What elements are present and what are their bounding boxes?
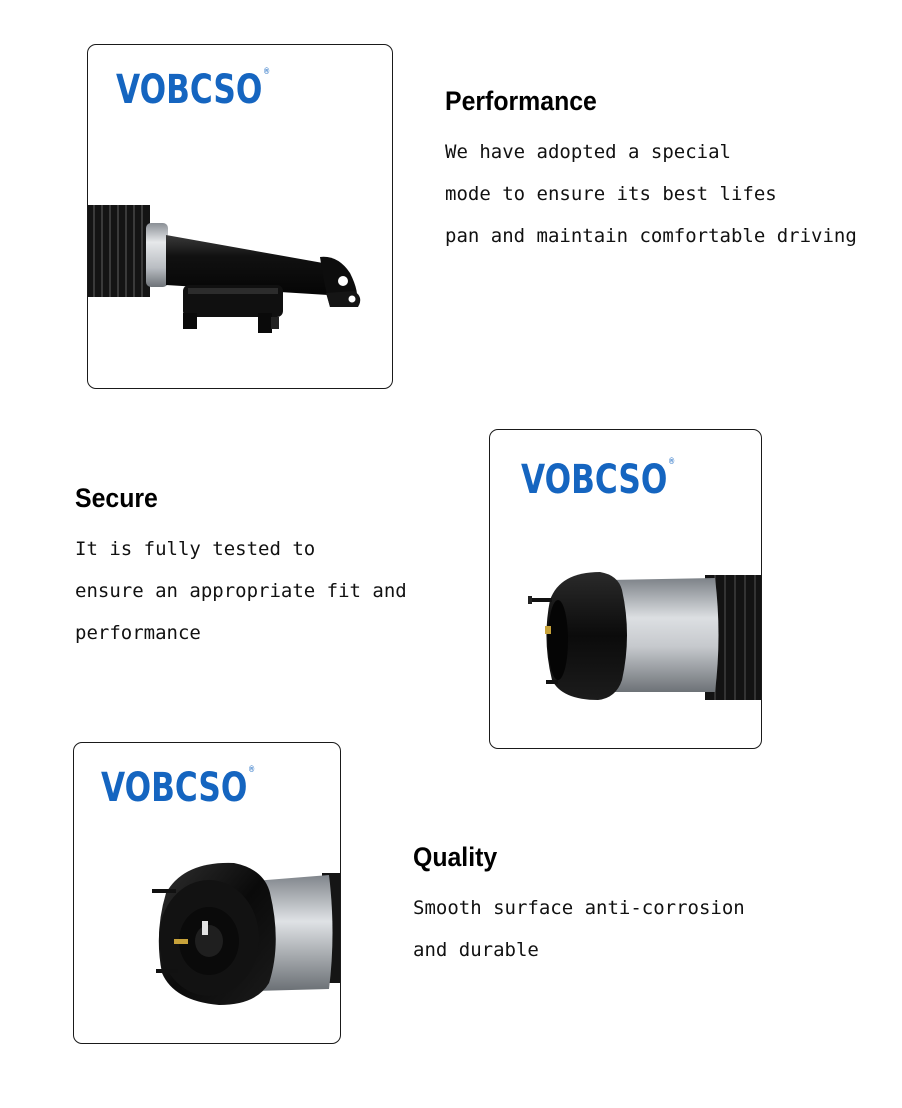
brand-logo-text: VOBCSO xyxy=(521,457,668,503)
section-text-secure xyxy=(75,528,407,654)
section-heading-performance: Performance xyxy=(445,86,597,116)
registered-trademark: ® xyxy=(263,67,271,77)
text-line: It is fully tested to xyxy=(75,538,316,560)
text-line: ensure an appropriate fit and xyxy=(75,580,407,602)
text-line: and durable xyxy=(413,939,539,961)
section-text-performance xyxy=(445,131,857,257)
brand-logo-text: VOBCSO xyxy=(116,67,263,113)
registered-trademark: ® xyxy=(668,457,676,467)
brand-logo xyxy=(521,457,676,503)
text-line: Smooth surface anti-corrosion xyxy=(413,897,745,919)
text-line: pan and maintain comfortable driving xyxy=(445,225,857,247)
product-image-card-secure xyxy=(489,429,762,749)
section-heading-quality: Quality xyxy=(413,842,498,872)
brand-logo xyxy=(101,765,256,811)
product-image-card-performance xyxy=(87,44,393,389)
text-line: mode to ensure its best lifes xyxy=(445,183,777,205)
text-line: performance xyxy=(75,622,201,644)
brand-logo-text: VOBCSO xyxy=(101,765,248,811)
brand-logo xyxy=(116,67,271,113)
section-text-quality xyxy=(413,887,745,971)
product-image-card-quality xyxy=(73,742,341,1044)
registered-trademark: ® xyxy=(248,765,256,775)
section-heading-secure: Secure xyxy=(75,483,158,513)
text-line: We have adopted a special xyxy=(445,141,731,163)
